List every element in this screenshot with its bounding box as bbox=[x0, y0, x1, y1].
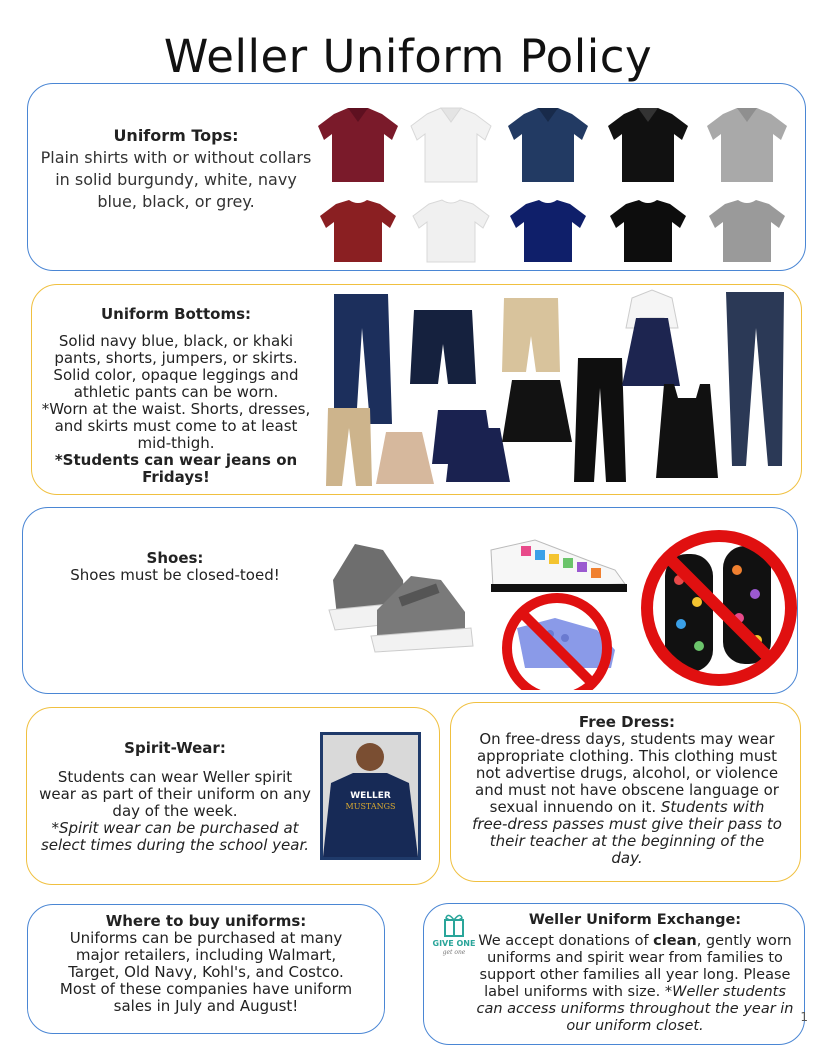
bottoms-note: *Worn at the waist. Shorts, dresses, and skirts must come to at least mid-thigh. bbox=[41, 400, 311, 452]
exchange-text bbox=[476, 912, 794, 1035]
free-dress-text bbox=[472, 714, 782, 867]
shirt-grey-polo bbox=[707, 108, 787, 182]
shoes-body: Shoes must be closed-toed! bbox=[70, 566, 280, 584]
exchange-body-bold: clean bbox=[653, 933, 697, 949]
spirit-shirt-line1: WELLER bbox=[350, 791, 391, 801]
bottoms-images bbox=[322, 288, 794, 490]
spirit-shirt-photo bbox=[320, 732, 421, 860]
shirt-white-tee bbox=[413, 200, 489, 262]
page-title: Weller Uniform Policy bbox=[163, 30, 653, 83]
spirit-heading: Spirit-Wear: bbox=[124, 739, 226, 757]
black-pants-image bbox=[574, 358, 626, 482]
black-skirt-image bbox=[502, 380, 572, 442]
tops-body: Plain shirts with or without collars in solid burgundy, white, navy blue, black, or grey. bbox=[40, 148, 312, 211]
tops-heading: Uniform Tops: bbox=[113, 126, 239, 145]
navy-skirts-image bbox=[432, 410, 510, 482]
shirt-burgundy-tee bbox=[320, 200, 396, 262]
where-to-buy-body: Uniforms can be purchased at many major retailers, including Walmart, Target, Old Navy, Kohl's, and Costco. Most of these companies have uniform sales in July and August! bbox=[59, 929, 353, 1015]
exchange-body-post: , gently worn uniforms and spirit wear from families to support other families all year long. Please label uniforms with size. bbox=[479, 933, 792, 1000]
spirit-text bbox=[38, 740, 312, 854]
no-crocs-image bbox=[507, 598, 615, 690]
grey-sneakers-image bbox=[329, 544, 473, 652]
give-one-logo-line1: GIVE ONE bbox=[432, 939, 476, 948]
exchange-heading: Weller Uniform Exchange: bbox=[528, 912, 742, 928]
bottoms-text bbox=[36, 306, 316, 486]
khaki-skirt-image bbox=[376, 432, 434, 484]
give-one-logo-line2: get one bbox=[442, 949, 466, 956]
shoes-images bbox=[325, 510, 797, 690]
gift-icon bbox=[428, 912, 480, 938]
no-flipflops-image bbox=[647, 536, 791, 680]
shirt-burgundy-polo bbox=[318, 108, 398, 182]
navy-leggings-image bbox=[726, 292, 784, 466]
bottoms-jeans-note: *Students can wear jeans on Fridays! bbox=[54, 451, 298, 486]
shirt-navy-polo bbox=[508, 108, 588, 182]
give-one-logo bbox=[428, 912, 480, 962]
navy-pants-image bbox=[334, 294, 392, 424]
spirit-body: Students can wear Weller spirit wear as part of their uniform on any day of the week. bbox=[39, 768, 311, 820]
shirt-black-tee bbox=[610, 200, 686, 262]
black-jumper-image bbox=[656, 384, 718, 478]
shoes-heading: Shoes: bbox=[146, 549, 204, 567]
where-to-buy-heading: Where to buy uniforms: bbox=[105, 912, 307, 930]
khaki-pants-image bbox=[326, 408, 372, 486]
tops-images bbox=[316, 92, 794, 268]
exchange-body-pre: We accept donations of bbox=[478, 933, 654, 949]
checkered-slipon-image bbox=[491, 540, 627, 592]
where-to-buy-text bbox=[52, 913, 360, 1015]
shirt-grey-tee bbox=[709, 200, 785, 262]
shirt-white-polo bbox=[411, 108, 491, 182]
navy-shorts-image bbox=[410, 310, 476, 384]
bottoms-heading: Uniform Bottoms: bbox=[100, 305, 252, 323]
free-dress-heading: Free Dress: bbox=[578, 713, 676, 731]
khaki-shorts-image bbox=[502, 298, 560, 372]
shoes-text bbox=[40, 550, 310, 584]
free-dress-note: Students with free-dress passes must give their pass to their teacher at the beginning of the day. bbox=[472, 798, 782, 867]
spirit-shirt-line2: MUSTANGS bbox=[345, 802, 396, 811]
navy-jumper-image bbox=[622, 290, 680, 386]
free-dress-body: On free-dress days, students may wear appropriate clothing. This clothing must not advertise drugs, alcohol, or violence and must not have obscene language or sexual innuendo on it. bbox=[475, 730, 779, 816]
bottoms-body: Solid navy blue, black, or khaki pants, shorts, jumpers, or skirts. Solid color, opaque leggings and athletic pants can be worn. bbox=[53, 332, 299, 401]
page-number: 1 bbox=[800, 1010, 808, 1024]
shirt-black-polo bbox=[608, 108, 688, 182]
tops-text bbox=[38, 125, 314, 213]
exchange-note: *Weller students can access uniforms throughout the year in our uniform closet. bbox=[476, 984, 794, 1034]
shirt-navy-tee bbox=[510, 200, 586, 262]
spirit-note: *Spirit wear can be purchased at select times during the school year. bbox=[40, 819, 310, 854]
